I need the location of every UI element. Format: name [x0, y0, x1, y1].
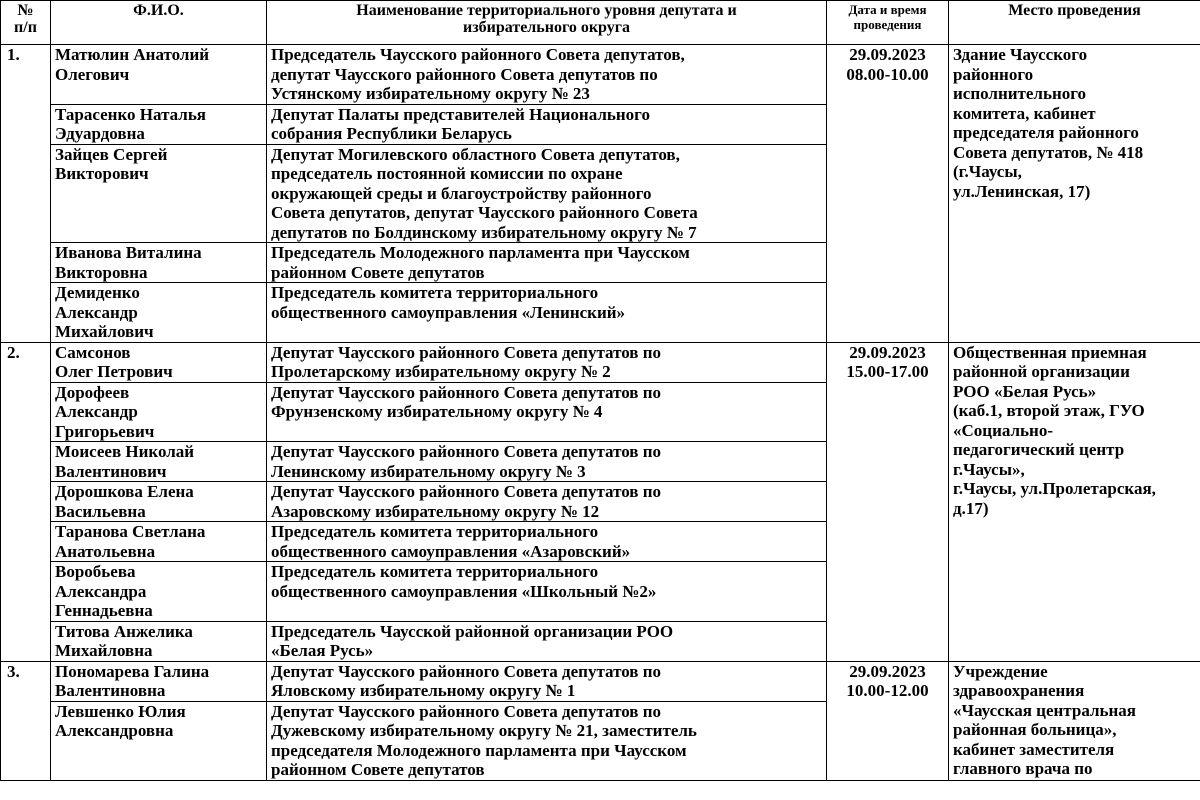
deputy-name: Тарасенко Наталья Эдуардовна — [51, 104, 267, 144]
deputy-position: Депутат Чаусского районного Совета депутатов по Азаровскому избирательному округу № 12 — [267, 482, 827, 522]
table-header-row — [1, 1, 1200, 45]
header-datetime: Дата и время проведения — [827, 1, 949, 45]
deputy-position: Председатель Чаусской районной организации РОО «Белая Русь» — [267, 621, 827, 661]
table-row — [1, 342, 1200, 382]
group-datetime: 29.09.2023 15.00-17.00 — [827, 342, 949, 661]
group-datetime: 29.09.2023 10.00-12.00 — [827, 661, 949, 780]
deputy-position: Депутат Могилевского областного Совета депутатов, председатель постоянной комиссии по охране окружающей среды и благоустройству районного Совета депутатов, депутат Чаусского районного Совета депутатов по Болдинскому избирательному округу № 7 — [267, 144, 827, 243]
deputy-name: Пономарева Галина Валентиновна — [51, 661, 267, 701]
deputy-position: Депутат Чаусского районного Совета депутатов по Дужевскому избирательному округу № 21, заместитель председателя Молодежного парламента при Чаусском районном Совете депутатов — [267, 701, 827, 780]
header-place: Место проведения — [949, 1, 1200, 45]
group-number: 2. — [1, 342, 51, 661]
deputy-name: Демиденко Александр Михайлович — [51, 283, 267, 343]
deputy-name: Матюлин Анатолий Олегович — [51, 45, 267, 105]
group-datetime: 29.09.2023 08.00-10.00 — [827, 45, 949, 343]
deputy-position: Председатель Молодежного парламента при Чаусском районном Совете депутатов — [267, 243, 827, 283]
header-position: Наименование территориального уровня депутата и избирательного округа — [267, 1, 827, 45]
deputy-name: Воробьева Александра Геннадьевна — [51, 562, 267, 622]
deputy-name: Моисеев Николай Валентинович — [51, 442, 267, 482]
deputy-name: Самсонов Олег Петрович — [51, 342, 267, 382]
group-place: Общественная приемная районной организации РОО «Белая Русь» (каб.1, второй этаж, ГУО «Социально- педагогический центр г.Чаусы», г.Чаусы, ул.Пролетарская, д.17) — [949, 342, 1200, 661]
table-body — [1, 45, 1200, 781]
deputy-name: Дорофеев Александр Григорьевич — [51, 382, 267, 442]
deputy-position: Председатель Чаусского районного Совета депутатов, депутат Чаусского районного Совета депутатов по Устянскому избирательному округу № 23 — [267, 45, 827, 105]
deputy-position: Депутат Палаты представителей Национального собрания Республики Беларусь — [267, 104, 827, 144]
table-row — [1, 661, 1200, 701]
header-num: № п/п — [1, 1, 51, 45]
deputy-name: Дорошкова Елена Васильевна — [51, 482, 267, 522]
deputy-position: Депутат Чаусского районного Совета депутатов по Яловскому избирательному округу № 1 — [267, 661, 827, 701]
deputy-position: Председатель комитета территориального общественного самоуправления «Школьный №2» — [267, 562, 827, 622]
group-number: 1. — [1, 45, 51, 343]
deputy-position: Депутат Чаусского районного Совета депутатов по Фрунзенскому избирательному округу № 4 — [267, 382, 827, 442]
deputy-position: Председатель комитета территориального общественного самоуправления «Ленинский» — [267, 283, 827, 343]
group-number: 3. — [1, 661, 51, 780]
table-row — [1, 45, 1200, 105]
deputy-name: Таранова Светлана Анатольевна — [51, 522, 267, 562]
deputy-position: Депутат Чаусского районного Совета депутатов по Ленинскому избирательному округу № 3 — [267, 442, 827, 482]
deputy-name: Иванова Виталина Викторовна — [51, 243, 267, 283]
group-place: Учреждение здравоохранения «Чаусская центральная районная больница», кабинет заместителя главного врача по — [949, 661, 1200, 780]
deputy-name: Титова Анжелика Михайловна — [51, 621, 267, 661]
deputy-position: Депутат Чаусского районного Совета депутатов по Пролетарскому избирательному округу № 2 — [267, 342, 827, 382]
group-place: Здание Чаусского районного исполнительного комитета, кабинет председателя районного Совета депутатов, № 418 (г.Чаусы, ул.Ленинская, 17) — [949, 45, 1200, 343]
deputy-position: Председатель комитета территориального общественного самоуправления «Азаровский» — [267, 522, 827, 562]
deputy-name: Зайцев Сергей Викторович — [51, 144, 267, 243]
header-name: Ф.И.О. — [51, 1, 267, 45]
deputy-name: Левшенко Юлия Александровна — [51, 701, 267, 780]
